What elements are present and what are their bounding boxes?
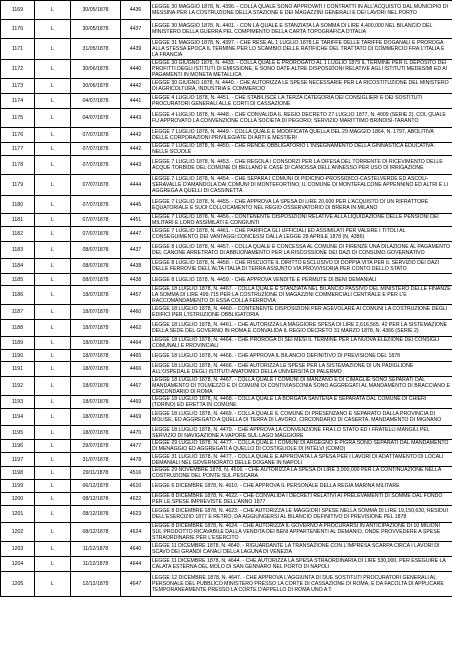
- row-number: 1202: [1, 523, 35, 542]
- row-number: 1171: [1, 39, 35, 60]
- row-number: 1203: [1, 542, 35, 557]
- table-row: [1, 274, 452, 286]
- law-date: 30/05/1878: [71, 20, 121, 39]
- law-date: 29/07/1878: [71, 440, 121, 453]
- law-date: 30/05/1878: [71, 1, 121, 20]
- table-row: [1, 109, 452, 128]
- law-date: 18/07/1878: [71, 350, 121, 362]
- row-number: 1174: [1, 94, 35, 109]
- table-row: [1, 227, 452, 242]
- table-row: [1, 1, 452, 20]
- table-row: [1, 39, 452, 60]
- table-row: [1, 377, 452, 396]
- table-row: [1, 305, 452, 320]
- law-description: LEGGE 30 MAGGIO 1878, N. 4401. - CON LA QUALE E STANZIATA LA SOMMA DI LIRE 4,400,000 NEL BILANCIO DEL MINISTERO DELLA GUERRA PEL COMPIMENTO DELLA CARTA TOPOGRAFICA D'ITALIA: [151, 20, 452, 39]
- reference-code: 4624: [121, 523, 151, 542]
- reference-code: 4457: [121, 286, 151, 305]
- law-description: LEGGE 8 DICEMBRE 1878, N. 4622. - CHE CONVALIDA I DECRETI RELATIVI AI PRELEVAMENTI DI SOMME DAL FONDO PER LE SPESE IMPREVISTE DELL'ANNO 1877: [151, 493, 452, 506]
- law-date: 29/11/1878: [71, 467, 121, 480]
- law-description: LEGGE 18 LUGLIO 1878, N. 4468. - COLLA QUALE LA BORGATA SANTENA E SEPARATA DAL COMUNE DI CHIERI (TORINO) ED ERETTA IN COMUNE: [151, 396, 452, 409]
- row-number: 1186: [1, 286, 35, 305]
- row-number: 1204: [1, 557, 35, 572]
- row-number: 1188: [1, 320, 35, 337]
- reference-code: 4442: [121, 128, 151, 143]
- series-letter: L: [35, 1, 71, 20]
- law-date: 11/12/1878: [71, 557, 121, 572]
- reference-code: 4516: [121, 467, 151, 480]
- table-row: [1, 20, 452, 39]
- reference-code: 4622: [121, 493, 151, 506]
- series-letter: L: [35, 128, 71, 143]
- row-number: 1175: [1, 109, 35, 128]
- law-date: 04/07/1878: [71, 109, 121, 128]
- table-row: [1, 506, 452, 523]
- series-letter: L: [35, 305, 71, 320]
- row-number: 1194: [1, 409, 35, 426]
- table-row: [1, 396, 452, 409]
- series-letter: L: [35, 94, 71, 109]
- law-description: LEGGE 18 LUGLIO 1878, N. 4469. - COLLA QUALE IL COMUNE DI PRESENZANO E SEPARATO DALLA PROVINCIA DI MOLISE, ED AGGREGATO A QUELLA DI TERRA DI LAVORO, CIRCONDARIO DI CASERTA, MANDAMENTO DI MIGNANO: [151, 409, 452, 426]
- series-letter: L: [35, 109, 71, 128]
- law-description: LEGGE 30 GIUGNO 1878, N. 4440. - CHE AUTORIZZA LE SPESE NECESSARIE PER LA RICOSTITUZIONE DEL MINISTERO DI AGRICOLTURA, INDUSTRIA E COMMERCIO: [151, 79, 452, 94]
- row-number: 1201: [1, 506, 35, 523]
- series-letter: L: [35, 227, 71, 242]
- series-letter: L: [35, 493, 71, 506]
- reference-code: 4440: [121, 60, 151, 79]
- law-date: 18/07/1878: [71, 337, 121, 350]
- reference-code: 4443: [121, 109, 151, 128]
- law-description: LEGGE 8 LUGLIO 1878, N. 4459. - CHE APPROVA VENDITE E PERMUTE DI BENI DEMANIALI: [151, 274, 452, 286]
- table-row: [1, 156, 452, 175]
- law-date: 31/07/1878: [71, 453, 121, 467]
- law-description: LEGGE 8 LUGLIO 1878, N. 4458. - CHE RISCUOTE IL DIRITTO ESCLUSIVO DI DOPPIA VITA PER IL SERVIZIO DEI DAZI DELLE FERROVIE DELL'ALTA ITALIA DI TERRA ASSUNTO VIA PROVVISORIA PER CONTO DELLO STATO: [151, 259, 452, 274]
- law-description: LEGGE 29 NOVEMBRE 1878, N. 4516. - CHE AUTORIZZA LA SPESA DI LIRE 3,000,000 PER LA CONTINUAZIONE NELLA COSTRUZIONE DEL PONTE SUL PESCARA: [151, 467, 452, 480]
- law-description: LEGGE 18 LUGLIO 1878, N. 4467. - COLLA QUALE E STANZIATA NEL BILANCIO PASSIVO DEL MINISTERO DELLE FINANZE LA SOMMA DI LIRE 499,715 PER LA COSTRUZIONE DI MAGAZZINI COMMERCIALI CENTRALE E PER L'E RACCOMANDAMENTO DI ESSA COLLA FERROVIA: [152, 286, 451, 304]
- reference-code: 4469: [121, 396, 151, 409]
- row-number: 1185: [1, 274, 35, 286]
- reference-code: 4462: [121, 320, 151, 337]
- series-letter: L: [35, 259, 71, 274]
- law-date: 07/07/1878: [71, 214, 121, 227]
- series-letter: L: [35, 286, 71, 305]
- law-date: 08/12/1878: [71, 493, 121, 506]
- series-letter: L: [35, 409, 71, 426]
- reference-code: 4443: [121, 156, 151, 175]
- table-row: [1, 143, 452, 156]
- series-letter: L: [35, 506, 71, 523]
- row-number: 1205: [1, 572, 35, 597]
- law-date: 30/06/1878: [71, 60, 121, 79]
- table-row: [1, 523, 452, 542]
- law-description: LEGGE 18 LUGLIO 1878, N. 4461. - CHE AUTORIZZA LA MAGGIORE SPESA DI LIRE 2,616,565. 42 PER LA SISTEMAZIONE DELLA SEDE DEL GOVERNO IN ROMA E CONVALIDA IL REGIO DECRETO 31 MARZO 1878, N. 4366 (SERIE 2): [151, 320, 452, 337]
- series-letter: L: [35, 320, 71, 337]
- law-description: LEGGE 7 LUGLIO 1878, N. 4456. - CONTENENTE DISPOSIZIONI RELATIVE ALLA LIQUIDAZIONE DELLE PENSIONI DEI MILITARI E LORO ASSIMILATI E CONGIUNTI: [151, 214, 452, 227]
- series-letter: L: [35, 426, 71, 440]
- table-row: [1, 409, 452, 426]
- law-date: 30/06/1878: [71, 79, 121, 94]
- row-number: 1176: [1, 128, 35, 143]
- table-row: [1, 557, 452, 572]
- law-date: 18/07/1878: [71, 409, 121, 426]
- series-letter: L: [35, 60, 71, 79]
- reference-code: 4445: [121, 196, 151, 214]
- law-description: LEGGE 12 DICEMBRE 1878, N. 4647. - CHE APPROVA L'AGGIUNTA DI DUE SOSTITUTI PROCURATORI GENERALI AL PERSONALE DEL PUBBLICO MINISTERO PRESSO LA CORTE DI CASSAZIONE DI ROMA, E DA FACOLTA DI APPLICARE TEMPORANEAMENTE PRESSO LA CORTE D'APPELLO DI ROMA UNO A T: [151, 572, 452, 597]
- law-description: LEGGE 7 LUGLIO 1878, N. 4461. - CHE PARIFICA GLI UFFICIALI ED ASSIMILATI PER VALERE I TITOLI AL CONSEGUIMENTO DEI VANTAGGI CONCESSI DALLA LEGGE 28 APRILE 1878 (N. 4386): [151, 227, 452, 242]
- law-date: 07/07/1878: [71, 128, 121, 143]
- law-date: 18/07/1878: [71, 377, 121, 396]
- table-row: [1, 542, 452, 557]
- law-date: 08/12/1878: [71, 523, 121, 542]
- table-row: [1, 350, 452, 362]
- series-letter: L: [35, 20, 71, 39]
- row-number: 1200: [1, 493, 35, 506]
- row-number: 1178: [1, 156, 35, 175]
- series-letter: L: [35, 79, 71, 94]
- table-row: [1, 572, 452, 597]
- row-number: 1192: [1, 377, 35, 396]
- law-description: LEGGE 18 LUGLIO 1878, N. 4467. - COLLA QUALE I COMUNI DI MANZANO E DI CIMAGLIE SONO SEPARATI DAL MANDAMENTO DI TOLMEZZO E DI COMUNI DI CONTIVIASCONIA SONO AGGREGATI AL MANDAMENTO DI BRACCIANO E CIRCONDARIO DI ROMA: [151, 377, 452, 396]
- law-date: 08/07/1878: [71, 274, 121, 286]
- table-row: [1, 467, 452, 480]
- law-description: LEGGE 8 DICEMBRE 1878, N. 4623. - CHE AUTORIZZA LE MAGGIORI SPESE NELLA SOMMA DI LIRE 19,150,630, RESIDUI DELL'ESERCIZIO 1877 E RETRO, DA AGGIUNGERSI AL BILANCIO DEFINITIVO DI PREVISIONE PEL 1878: [151, 506, 452, 523]
- law-description: LEGGE 30 GIUGNO 1878, N. 4433. - COLLA QUALE E PROROGATO AL 1 LUGLIO 1879 IL TERMINE PER IL DEPOSITO DEI PROFITTI DEGLI ISTITUTI DI EMISSIONE, E SONO DATE ALTRE DISPOSIZIONI RELATIVE AGLI ISTITUTI MEDESIMI ED AI PAGAMENTI IN MONETA METALLICA: [151, 60, 452, 79]
- series-letter: L: [35, 377, 71, 396]
- row-number: 1191: [1, 362, 35, 377]
- law-description: LEGGE 11 DICEMBRE 1878, N. 4644. - CHE AUTORIZZA LA SPESA STRAORDINARIA DI LIRE 530,000, PER ESEGUIRE LA CALATA ESTERNA DEL MOLO DI SAN GENNARO NEL PORTO DI NAPOLI: [151, 557, 452, 572]
- row-number: 1199: [1, 480, 35, 493]
- table-row: [1, 440, 452, 453]
- law-date: 31/05/1878: [71, 39, 121, 60]
- table-row: [1, 79, 452, 94]
- reference-code: 4465: [121, 350, 151, 362]
- series-letter: L: [35, 396, 71, 409]
- law-description: LEGGE 18 LUGLIO 1878, N. 4466. - CHE AUTORIZZA LE SPESE PER LA SISTEMAZIONE DI UN PADIGLIONE ALL'OSPEDALE DEGLI ISTITUTI ANATOMICI DELLA UNIVERSITA DI PALERMO: [151, 362, 452, 377]
- law-date: 07/07/1878: [71, 143, 121, 156]
- reference-code: 4464: [121, 337, 151, 350]
- row-number: 1169: [1, 1, 35, 20]
- series-letter: L: [35, 337, 71, 350]
- series-letter: L: [35, 214, 71, 227]
- table-row: [1, 214, 452, 227]
- row-number: 1187: [1, 305, 35, 320]
- law-description: LEGGE 11 DICEMBRE 1878, N. 4640. - RIGUARDANTE LA TRANSAZIONE CON L'IMPRESA SCARPA CIRCA I LAVORI DI SCAVO DEI GRANDI CANALI DELLA LAGUNA DI VENEZIA: [151, 542, 452, 557]
- law-description: LEGGE 4 LUGLIO 1878, N. 4451. - CHE STABILISCE LA TERZA CATEGORIA DEI CONSIGLIERI E DEI SOSTITUTI PROCURATORI GENERALI ALLE CORTI DI CASSAZIONE: [151, 94, 452, 109]
- law-date: 18/07/1878: [71, 320, 121, 337]
- law-description: LEGGE 8 DICEMBRE 1878, N. 4624. - CHE AUTORIZZA IL GOVERNO A PROCURARSI IN ANTICIPAZIONE DI 10 MILIONI SUL PRODOTTO RICAVABILE DALLA VENDITA DEI BENI APPARTENENTI AL DEMANIO, ONDE PROVVEDERE A SPESE STRAORDINARIE PER L'ESERCITO: [151, 523, 452, 542]
- row-number: 1182: [1, 227, 35, 242]
- row-number: 1179: [1, 175, 35, 196]
- row-number: 1170: [1, 20, 35, 39]
- reference-code: 4610: [121, 480, 151, 493]
- law-date: 18/07/1878: [71, 305, 121, 320]
- reference-code: 4439: [121, 39, 151, 60]
- reference-code: 4438: [121, 259, 151, 274]
- series-letter: L: [35, 480, 71, 493]
- table-row: [1, 320, 452, 337]
- table-row: [1, 94, 452, 109]
- reference-code: 4436: [121, 1, 151, 20]
- law-date: 08/07/1878: [71, 259, 121, 274]
- row-number: 1195: [1, 426, 35, 440]
- reference-code: 4444: [121, 175, 151, 196]
- series-letter: L: [35, 143, 71, 156]
- law-description: LEGGE 6 DICEMBRE 1878, N. 4610. - CHE APPROVA IL PERSONALE DELLA REGIA MARINA MILITARE: [151, 480, 452, 493]
- law-date: 08/12/1878: [71, 506, 121, 523]
- reference-code: 4437: [121, 20, 151, 39]
- law-description: LEGGE 30 MAGGIO 1878, N. 4396. - COLLA QUALE SONO APPROVATI I CONTRATTI IN ALL'ACQUISTO DAL MUNICIPIO DI MESSINA PER LA COSTRUZIONE DELLA STAZIONE E DEI MAGAZZINI GENERALI E DEI LAVORI NEL PORTO: [151, 1, 452, 20]
- series-letter: L: [35, 196, 71, 214]
- row-number: 1190: [1, 350, 35, 362]
- law-description: LEGGE 7 LUGLIO 1878, N. 4455. - CHE APPROVA LA SPESA DI LIRE 20,600 PER L'ACQUISTO DI UN RIFRATTORE EQUATORIALE E SUOI COLLOCAMENTO NEL REGIO OSSERVATORIO DI BRERA IN MILANO: [151, 196, 452, 214]
- reference-code: 4447: [121, 227, 151, 242]
- series-letter: L: [35, 453, 71, 467]
- series-letter: L: [35, 175, 71, 196]
- law-description: LEGGE 18 LUGLIO 1878, N. 4466. - CHE APPROVA IL BILANCIO DEFINITIVO DI PREVISIONE DEL 1878: [151, 350, 452, 362]
- law-date: 07/07/1878: [71, 156, 121, 175]
- series-letter: L: [35, 467, 71, 480]
- reference-code: 4437: [121, 242, 151, 259]
- law-description: LEGGE 18 LUGLIO 1878, N. 4460. - CONTENENTE DISPOSIZIONI PER AGEVOLARE AI COMUNI LA COSTRUZIONE DEGLI EDIFICI PER L'ISTRUZIONE OBBLIGATORIA: [151, 305, 452, 320]
- series-letter: L: [35, 542, 71, 557]
- row-number: 1177: [1, 143, 35, 156]
- row-number: 1197: [1, 453, 35, 467]
- row-number: 1183: [1, 242, 35, 259]
- reference-code: 4438: [121, 274, 151, 286]
- series-letter: L: [35, 557, 71, 572]
- table-row: [1, 175, 452, 196]
- row-number: 1184: [1, 259, 35, 274]
- series-letter: L: [35, 523, 71, 542]
- law-description: LEGGE 4 LUGLIO 1878, N. 4448. - CHE CONVALIDA IL REGIO DECRETO 27 LUGLIO 1877, N. 4009 (SERIE 2), COL QUALE FU APPROVATO LA CONVENZIONE COLLA SOCIETA DI PEGORO; SERVIZIO MARITTIMO BRINDISI-TARANTO: [151, 109, 452, 128]
- law-date: 07/07/1878: [71, 175, 121, 196]
- row-number: 1180: [1, 196, 35, 214]
- table-row: [1, 426, 452, 440]
- table-row: [1, 337, 452, 350]
- law-description: LEGGE 7 LUGLIO 1878, N. 4450. - CHE RENDE OBBLIGATORIO L'INSEGNAMENTO DELLA GINNASTICA EDUCATIVA NELLE SCUOLE: [151, 143, 452, 156]
- table-row: [1, 259, 452, 274]
- reference-code: 4478: [121, 453, 151, 467]
- reference-code: 4469: [121, 409, 151, 426]
- series-letter: L: [35, 39, 71, 60]
- law-description: LEGGE 18 LUGLIO 1878, N. 4464. - CHE PROROGA DI SEI MESI IL TERMINE PER LA NUOVA ELEZIONE DEI CONSIGLI COMUNALI E PROVINCIALI: [151, 337, 452, 350]
- law-description: LEGGE 18 LUGLIO 1878, N. 4470. - CHE APPROVA LA CONVENZIONE FRA LO STATO ED I FRATELLI MANGILI PEL SERVIZIO DI NAVIGAZIONE A VAPORE SUL LAGO MAGGIORE: [151, 426, 452, 440]
- reference-code: 4647: [121, 572, 151, 597]
- law-date: 12/12/1878: [71, 572, 121, 597]
- law-date: 04/07/1878: [71, 94, 121, 109]
- table-row: [1, 493, 452, 506]
- law-description: LEGGE 7 LUGLIO 1878, N. 4449. - COLLA QUALE E MODIFICATA QUELLA DEL 29 MAGGIO 1864, N. 1797, ABOLITIVA DELLE CORPORAZIONI PRIVILEGIATE DI ARTI E MESTIERI: [151, 128, 452, 143]
- table-row: [1, 60, 452, 79]
- reference-code: 4644: [121, 557, 151, 572]
- law-date: 18/07/1878: [71, 362, 121, 377]
- reference-code: 4442: [121, 79, 151, 94]
- series-letter: L: [35, 350, 71, 362]
- law-description: LEGGE 8 LUGLIO 1878, N. 4457. - COLLA QUALE E CONCESSA AL COMUNE DI FIRENZE UNA DILAZIONE AL PAGAMENTO DEL CANONE ARRETRATO DI ABBUONAMENTO PER LA RISCOSSIONE DEI DAZI DI CONSUMO GOVERNATIVO: [151, 242, 452, 259]
- row-number: 1198: [1, 467, 35, 480]
- table-row: [1, 362, 452, 377]
- table-row: [1, 286, 452, 305]
- law-date: 18/07/1878: [71, 396, 121, 409]
- table-row: [1, 128, 452, 143]
- series-letter: L: [35, 274, 71, 286]
- law-description: LEGGE 29 LUGLIO 1878, N. 4477. - COLLA QUALE I COMUNI DI ARGEGNO E PIGRA SONO SEPARATI DAL MANDAMENTO DI MENAGGIO ED AGGREGATI A QUELLO DI COSTIGLIOLE DI INTELVI (COMO): [151, 440, 452, 453]
- law-description: LEGGE 7 LUGLIO 1878, N. 4453. - CHE REGOLA I CONSORZI PER LA DIFESA DEL TORRENTE DI RICEVIMENTO DELLE ACQUE TORBIDE DEL COMUNE DI BELLANO E CASE DI CANOSSA DELL'ANNESSO PER USO DI IRRIGAZIONE: [151, 156, 452, 175]
- law-description: LEGGE 31 LUGLIO 1878, N. 4477. - COLLA QUALE E APPROVATA LA SPESA PER I LAVORI DI ADATTAMENTO DI LOCALI DEMANIALI NEL GOVERNORATO DELLE DOGANE IN NAPOLI: [151, 453, 452, 467]
- row-number: 1189: [1, 337, 35, 350]
- law-date: 18/07/1878: [71, 286, 121, 305]
- row-number: 1196: [1, 440, 35, 453]
- law-date: 06/12/1878: [71, 480, 121, 493]
- reference-code: 4441: [121, 94, 151, 109]
- reference-code: 4470: [121, 426, 151, 440]
- law-date: 07/07/1878: [71, 196, 121, 214]
- law-date: 08/07/1878: [71, 242, 121, 259]
- table-row: [1, 453, 452, 467]
- law-register-body: [1, 1, 452, 597]
- law-description: LEGGE 31 MAGGIO 1878, N. 4397. - CHE RESE AL 1 LUGLIO 1878 LE TARIFFE DELLE TARIFFE DOGANALI E PROROGA ALLA STESSA EPOCA IL TERMINE PER LO SCAMBIO DELLE RATIFICHE DEL TRATTATO DI COMMERCIO FRA L'ITALIA E LA FRANCIA: [151, 39, 452, 60]
- series-letter: L: [35, 440, 71, 453]
- reference-code: 4460: [121, 305, 151, 320]
- reference-code: 4623: [121, 506, 151, 523]
- table-row: [1, 480, 452, 493]
- row-number: 1181: [1, 214, 35, 227]
- series-letter: L: [35, 242, 71, 259]
- reference-code: 4640: [121, 542, 151, 557]
- reference-code: 4477: [121, 440, 151, 453]
- row-number: 1193: [1, 396, 35, 409]
- row-number: 1173: [1, 79, 35, 94]
- law-date: 18/07/1878: [71, 426, 121, 440]
- reference-code: 4451: [121, 214, 151, 227]
- series-letter: L: [35, 362, 71, 377]
- law-description: LEGGE 7 LUGLIO 1878, N. 4454. - CHE SEPARA I COMUNI DI PIDICINO-PROSSIDICO-CASTELVERDE ED ASCOLI-SERAVALLE D'AMANDOLA DAI COMUNI DI MONTEFORTINO, IL COMUNE DI MONTEFALCONE APPENNINO ED ALTRI E LI AGGREGA A QUELLI DI CASSINETTA: [151, 175, 452, 196]
- table-row: [1, 196, 452, 214]
- reference-code: 4466: [121, 362, 151, 377]
- reference-code: 4442: [121, 143, 151, 156]
- reference-code: 4467: [121, 377, 151, 396]
- law-date: 11/12/1878: [71, 542, 121, 557]
- table-row: [1, 242, 452, 259]
- law-date: 07/07/1878: [71, 227, 121, 242]
- row-number: 1172: [1, 60, 35, 79]
- series-letter: L: [35, 156, 71, 175]
- series-letter: L: [35, 572, 71, 597]
